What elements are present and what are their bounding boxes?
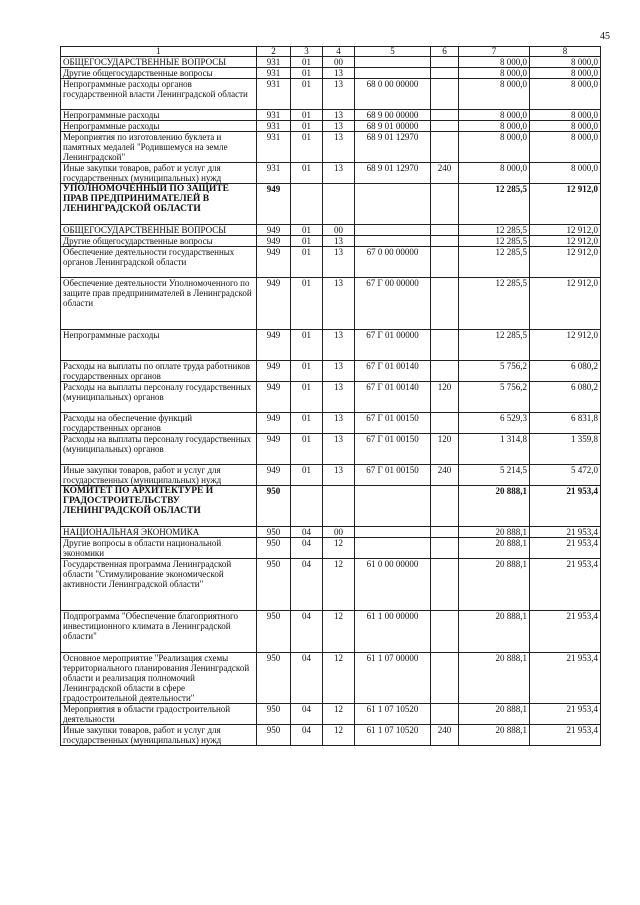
row-name: Подпрограмма "Обеспечение благоприятного инвестиционного климата в Ленинградской области" [61, 611, 257, 653]
row-year1: 8 000,0 [459, 68, 530, 79]
row-gr: 949 [257, 413, 291, 434]
row-vr [431, 559, 459, 611]
row-year1: 20 888,1 [459, 653, 530, 704]
row-vr [431, 184, 459, 225]
row-year1: 5 756,2 [459, 361, 530, 382]
row-csr: 67 Г 00 00000 [355, 278, 431, 330]
row-year1: 8 000,0 [459, 132, 530, 163]
row-pr: 13 [323, 434, 355, 465]
row-gr: 949 [257, 330, 291, 361]
row-gr: 931 [257, 68, 291, 79]
row-year1: 20 888,1 [459, 559, 530, 611]
row-vr: 240 [431, 725, 459, 746]
row-rz: 01 [291, 225, 323, 236]
row-year1: 12 285,5 [459, 330, 530, 361]
row-year2: 21 953,4 [530, 538, 601, 559]
row-rz: 01 [291, 247, 323, 278]
row-gr: 949 [257, 225, 291, 236]
row-pr: 12 [323, 559, 355, 611]
row-year1: 5 756,2 [459, 382, 530, 413]
row-vr [431, 538, 459, 559]
row-year2: 12 912,0 [530, 278, 601, 330]
row-name: Иные закупки товаров, работ и услуг для государственных (муниципальных) нужд [61, 725, 257, 746]
row-vr: 120 [431, 382, 459, 413]
row-year1: 8 000,0 [459, 110, 530, 121]
row-vr [431, 236, 459, 247]
table-row [61, 486, 601, 527]
row-name: Обеспечение деятельности государственных органов Ленинградской области [61, 247, 257, 278]
row-vr [431, 486, 459, 527]
row-year2: 8 000,0 [530, 121, 601, 132]
row-csr: 61 1 07 10520 [355, 704, 431, 725]
table-row [61, 725, 601, 746]
row-name: Обеспечение деятельности Уполномоченного по защите прав предпринимателей в Ленинградской области [61, 278, 257, 330]
table-row [61, 68, 601, 79]
row-pr: 13 [323, 278, 355, 330]
row-rz: 01 [291, 413, 323, 434]
row-pr [323, 486, 355, 527]
row-year1: 12 285,5 [459, 225, 530, 236]
row-year1: 20 888,1 [459, 527, 530, 538]
row-csr: 67 0 00 00000 [355, 247, 431, 278]
table-row [61, 413, 601, 434]
row-gr: 949 [257, 361, 291, 382]
row-csr [355, 225, 431, 236]
col-header-csr: 5 [355, 47, 431, 57]
table-row [61, 559, 601, 611]
row-vr [431, 79, 459, 110]
row-name: ОБЩЕГОСУДАРСТВЕННЫЕ ВОПРОСЫ [61, 57, 257, 68]
budget-table [60, 46, 601, 746]
row-year1: 20 888,1 [459, 704, 530, 725]
row-gr: 949 [257, 247, 291, 278]
table-row [61, 184, 601, 225]
col-header-name: 1 [61, 47, 257, 57]
row-pr: 00 [323, 527, 355, 538]
row-vr: 240 [431, 163, 459, 184]
table-row [61, 538, 601, 559]
row-year2: 8 000,0 [530, 57, 601, 68]
row-csr: 61 1 07 00000 [355, 653, 431, 704]
row-name: Расходы на выплаты по оплате труда работников государственных органов [61, 361, 257, 382]
row-name: Мероприятия по изготовлению буклета и памятных медалей "Родившемуся на земле Ленинградской" [61, 132, 257, 163]
row-csr: 61 1 00 00000 [355, 611, 431, 653]
row-year1: 8 000,0 [459, 121, 530, 132]
row-year2: 12 912,0 [530, 225, 601, 236]
row-vr [431, 68, 459, 79]
row-csr [355, 527, 431, 538]
row-gr: 949 [257, 465, 291, 486]
table-row [61, 247, 601, 278]
row-csr [355, 486, 431, 527]
row-name: Другие общегосударственные вопросы [61, 236, 257, 247]
row-name: Мероприятия в области градостроительной деятельности [61, 704, 257, 725]
row-name: ОБЩЕГОСУДАРСТВЕННЫЕ ВОПРОСЫ [61, 225, 257, 236]
row-pr: 12 [323, 653, 355, 704]
row-vr [431, 278, 459, 330]
row-vr [431, 110, 459, 121]
row-gr: 949 [257, 434, 291, 465]
row-year2: 8 000,0 [530, 163, 601, 184]
row-csr: 68 9 01 12970 [355, 163, 431, 184]
table-row [61, 361, 601, 382]
row-year1: 20 888,1 [459, 611, 530, 653]
row-year2: 21 953,4 [530, 653, 601, 704]
row-year2: 6 831,8 [530, 413, 601, 434]
row-pr: 13 [323, 330, 355, 361]
table-row [61, 434, 601, 465]
col-header-year1: 7 [459, 47, 530, 57]
row-pr: 12 [323, 704, 355, 725]
row-csr: 61 0 00 00000 [355, 559, 431, 611]
row-rz: 01 [291, 361, 323, 382]
row-pr: 00 [323, 57, 355, 68]
row-name: Непрограммные расходы [61, 110, 257, 121]
row-pr: 13 [323, 361, 355, 382]
row-rz: 04 [291, 725, 323, 746]
row-csr: 67 Г 01 00140 [355, 361, 431, 382]
row-year1: 12 285,5 [459, 184, 530, 225]
row-year2: 8 000,0 [530, 132, 601, 163]
row-pr: 13 [323, 247, 355, 278]
row-pr: 13 [323, 465, 355, 486]
table-row [61, 465, 601, 486]
row-name: Расходы на выплаты персоналу государственных (муниципальных) органов [61, 382, 257, 413]
row-year1: 8 000,0 [459, 57, 530, 68]
row-name: Непрограммные расходы [61, 121, 257, 132]
row-pr: 13 [323, 121, 355, 132]
row-vr [431, 413, 459, 434]
row-rz: 01 [291, 465, 323, 486]
row-rz: 04 [291, 538, 323, 559]
row-gr: 931 [257, 57, 291, 68]
row-year2: 6 080,2 [530, 382, 601, 413]
row-gr: 949 [257, 278, 291, 330]
row-csr: 67 Г 01 00150 [355, 413, 431, 434]
row-year2: 21 953,4 [530, 704, 601, 725]
table-row [61, 611, 601, 653]
row-name: Другие общегосударственные вопросы [61, 68, 257, 79]
row-csr: 67 Г 01 00000 [355, 330, 431, 361]
col-header-rz: 3 [291, 47, 323, 57]
row-year2: 21 953,4 [530, 725, 601, 746]
row-vr [431, 247, 459, 278]
row-vr [431, 527, 459, 538]
row-gr: 949 [257, 184, 291, 225]
row-year1: 12 285,5 [459, 278, 530, 330]
row-csr [355, 538, 431, 559]
row-name: Иные закупки товаров, работ и услуг для государственных (муниципальных) нужд [61, 163, 257, 184]
row-pr: 13 [323, 110, 355, 121]
row-gr: 931 [257, 79, 291, 110]
row-gr: 931 [257, 163, 291, 184]
row-pr: 13 [323, 236, 355, 247]
row-gr: 950 [257, 653, 291, 704]
row-csr [355, 184, 431, 225]
row-year1: 6 529,3 [459, 413, 530, 434]
row-vr [431, 361, 459, 382]
row-year2: 1 359,8 [530, 434, 601, 465]
row-year2: 6 080,2 [530, 361, 601, 382]
table-row [61, 278, 601, 330]
row-year2: 8 000,0 [530, 110, 601, 121]
row-gr: 950 [257, 486, 291, 527]
row-year2: 8 000,0 [530, 79, 601, 110]
row-rz: 01 [291, 236, 323, 247]
row-rz: 01 [291, 434, 323, 465]
row-csr [355, 68, 431, 79]
row-gr: 931 [257, 121, 291, 132]
table-row [61, 704, 601, 725]
table-row [61, 527, 601, 538]
row-csr [355, 57, 431, 68]
row-rz: 01 [291, 79, 323, 110]
row-vr [431, 121, 459, 132]
table-row [61, 653, 601, 704]
row-year2: 12 912,0 [530, 247, 601, 278]
col-header-vr: 6 [431, 47, 459, 57]
row-csr: 61 1 07 10520 [355, 725, 431, 746]
row-year1: 5 214,5 [459, 465, 530, 486]
row-rz: 01 [291, 330, 323, 361]
row-year1: 20 888,1 [459, 725, 530, 746]
table-row [61, 132, 601, 163]
row-vr [431, 57, 459, 68]
row-name: Государственная программа Ленинградской области "Стимулирование экономической активности Ленинградской области" [61, 559, 257, 611]
row-pr: 13 [323, 382, 355, 413]
row-vr [431, 330, 459, 361]
row-csr: 67 Г 01 00150 [355, 434, 431, 465]
row-year1: 20 888,1 [459, 538, 530, 559]
row-pr: 13 [323, 413, 355, 434]
row-name: Непрограммные расходы [61, 330, 257, 361]
table-row [61, 163, 601, 184]
row-name: КОМИТЕТ ПО АРХИТЕКТУРЕ И ГРАДОСТРОИТЕЛЬСТВУ ЛЕНИНГРАДСКОЙ ОБЛАСТИ [61, 486, 257, 527]
col-header-year2: 8 [530, 47, 601, 57]
row-csr: 68 9 00 00000 [355, 110, 431, 121]
row-vr [431, 653, 459, 704]
row-name: НАЦИОНАЛЬНАЯ ЭКОНОМИКА [61, 527, 257, 538]
row-year2: 8 000,0 [530, 68, 601, 79]
row-gr: 950 [257, 538, 291, 559]
row-year2: 21 953,4 [530, 559, 601, 611]
row-name: Расходы на обеспечение функций государственных органов [61, 413, 257, 434]
table-row [61, 225, 601, 236]
row-year2: 21 953,4 [530, 611, 601, 653]
row-name: Расходы на выплаты персоналу государственных (муниципальных) органов [61, 434, 257, 465]
row-rz: 01 [291, 68, 323, 79]
row-name: Основное мероприятие "Реализация схемы территориального планирования Ленинградской области и реализация полномочий Ленинградской области в сфере градостроительной деятельности" [61, 653, 257, 704]
table-row [61, 121, 601, 132]
row-rz: 01 [291, 163, 323, 184]
table-row [61, 236, 601, 247]
row-pr: 00 [323, 225, 355, 236]
table-row [61, 110, 601, 121]
row-year2: 12 912,0 [530, 236, 601, 247]
row-pr: 13 [323, 132, 355, 163]
row-rz: 01 [291, 382, 323, 413]
row-rz: 04 [291, 527, 323, 538]
row-pr: 13 [323, 163, 355, 184]
row-year1: 8 000,0 [459, 79, 530, 110]
table-body [61, 57, 601, 746]
row-rz: 01 [291, 57, 323, 68]
row-year1: 20 888,1 [459, 486, 530, 527]
row-gr: 949 [257, 382, 291, 413]
row-vr [431, 611, 459, 653]
row-gr: 950 [257, 611, 291, 653]
col-header-gr: 2 [257, 47, 291, 57]
row-csr: 68 9 01 12970 [355, 132, 431, 163]
row-pr [323, 184, 355, 225]
row-pr: 13 [323, 68, 355, 79]
row-name: УПОЛНОМОЧЕННЫЙ ПО ЗАЩИТЕ ПРАВ ПРЕДПРИНИМАТЕЛЕЙ В ЛЕНИНГРАДСКОЙ ОБЛАСТИ [61, 184, 257, 225]
row-year2: 21 953,4 [530, 527, 601, 538]
row-pr: 12 [323, 611, 355, 653]
row-csr [355, 236, 431, 247]
page-number: 45 [600, 31, 610, 42]
row-rz: 01 [291, 132, 323, 163]
row-gr: 950 [257, 725, 291, 746]
row-gr: 950 [257, 704, 291, 725]
row-year1: 12 285,5 [459, 247, 530, 278]
row-gr: 931 [257, 110, 291, 121]
row-pr: 13 [323, 79, 355, 110]
row-gr: 950 [257, 559, 291, 611]
row-csr: 67 Г 01 00150 [355, 465, 431, 486]
row-rz: 04 [291, 704, 323, 725]
row-year2: 5 472,0 [530, 465, 601, 486]
row-vr: 240 [431, 465, 459, 486]
row-pr: 12 [323, 725, 355, 746]
row-csr: 67 Г 01 00140 [355, 382, 431, 413]
row-csr: 68 0 00 00000 [355, 79, 431, 110]
row-name: Непрограммные расходы органов государственной власти Ленинградской области [61, 79, 257, 110]
row-gr: 949 [257, 236, 291, 247]
row-gr: 931 [257, 132, 291, 163]
row-year1: 12 285,5 [459, 236, 530, 247]
row-rz: 01 [291, 110, 323, 121]
row-vr [431, 704, 459, 725]
row-name: Иные закупки товаров, работ и услуг для государственных (муниципальных) нужд [61, 465, 257, 486]
row-rz [291, 486, 323, 527]
row-vr [431, 225, 459, 236]
row-rz: 01 [291, 278, 323, 330]
row-csr: 68 9 01 00000 [355, 121, 431, 132]
row-rz: 04 [291, 653, 323, 704]
row-pr: 12 [323, 538, 355, 559]
column-number-row [61, 47, 601, 57]
table-row [61, 382, 601, 413]
row-year2: 12 912,0 [530, 330, 601, 361]
table-row [61, 79, 601, 110]
table-row [61, 330, 601, 361]
row-year1: 8 000,0 [459, 163, 530, 184]
row-year2: 21 953,4 [530, 486, 601, 527]
row-rz: 04 [291, 559, 323, 611]
row-vr [431, 132, 459, 163]
row-rz: 04 [291, 611, 323, 653]
row-year1: 1 314,8 [459, 434, 530, 465]
row-year2: 12 912,0 [530, 184, 601, 225]
row-rz [291, 184, 323, 225]
row-name: Другие вопросы в области национальной экономики [61, 538, 257, 559]
col-header-pr: 4 [323, 47, 355, 57]
row-vr: 120 [431, 434, 459, 465]
table-row [61, 57, 601, 68]
row-gr: 950 [257, 527, 291, 538]
row-rz: 01 [291, 121, 323, 132]
